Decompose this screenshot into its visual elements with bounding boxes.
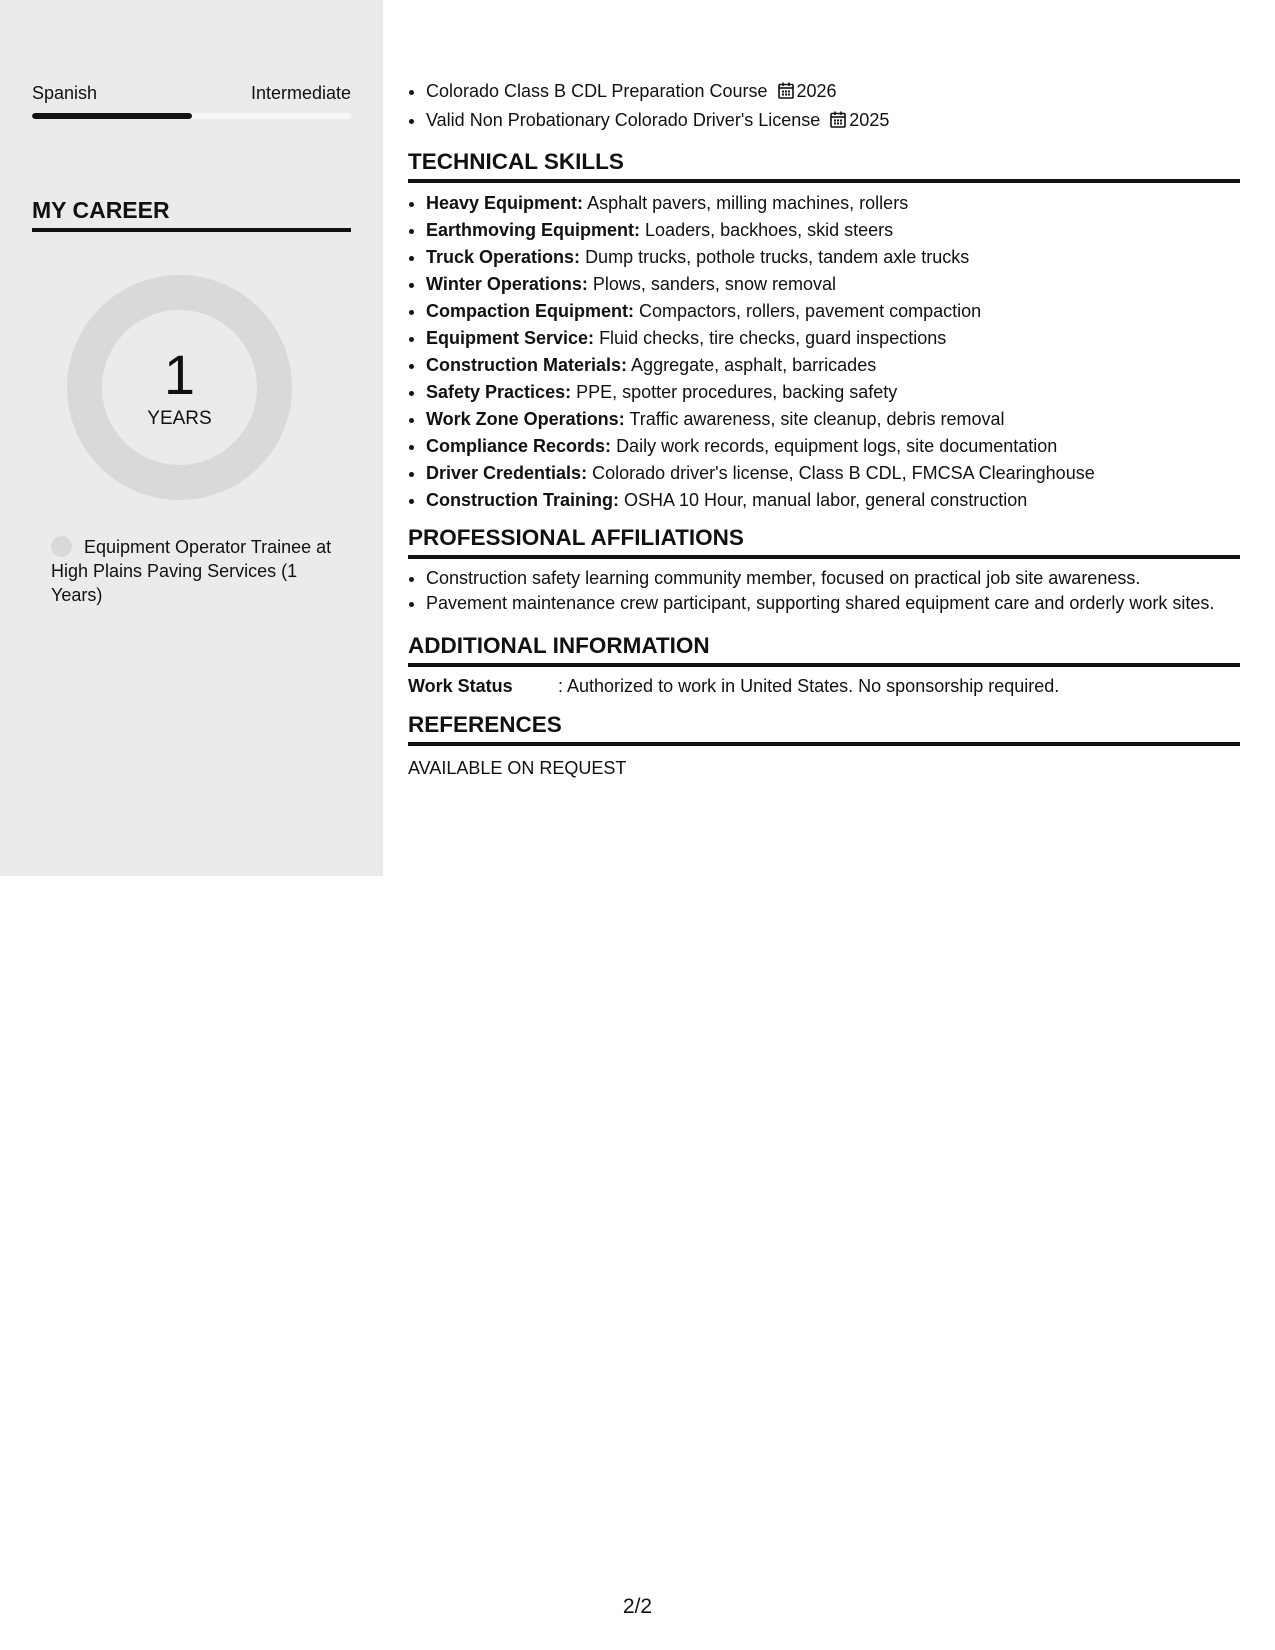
language-level: Intermediate <box>250 83 351 103</box>
list-item <box>426 460 1240 487</box>
list-item <box>426 244 1240 271</box>
list-item <box>426 217 1240 244</box>
license-name: Valid Non Probationary Colorado Driver's License <box>426 110 821 130</box>
skill-label: Safety Practices: <box>426 382 572 402</box>
skill-text: Compactors, rollers, pavement compaction <box>639 301 982 321</box>
list-item: • Construction safety learning community member, focused on practical job site awareness. <box>426 566 1240 591</box>
language-row <box>32 81 351 105</box>
list-item <box>426 190 1240 217</box>
list-item <box>426 487 1240 514</box>
career-dot-icon <box>51 536 72 557</box>
skill-text: Aggregate, asphalt, barricades <box>631 355 877 375</box>
skill-label: Truck Operations: <box>426 247 581 267</box>
list-item <box>426 379 1240 406</box>
skill-label: Heavy Equipment: <box>426 193 584 213</box>
skill-label: Construction Materials: <box>426 355 628 375</box>
calendar-icon <box>830 109 846 136</box>
language-proficiency-bar <box>32 113 351 119</box>
main-content <box>408 78 1240 780</box>
skill-text: Plows, sanders, snow removal <box>592 274 836 294</box>
list-item <box>426 352 1240 379</box>
calendar-icon <box>778 80 794 107</box>
technical-skills-list <box>408 190 1240 514</box>
skill-label: Equipment Service: <box>426 328 595 348</box>
skill-label: Compaction Equipment: <box>426 301 634 321</box>
skill-label: Driver Credentials: <box>426 463 588 483</box>
list-item <box>426 107 1240 136</box>
license-year: 2025 <box>849 110 890 130</box>
skill-label: Construction Training: <box>426 490 619 510</box>
skill-text: OSHA 10 Hour, manual labor, general construction <box>624 490 1028 510</box>
list-item: • Pavement maintenance crew participant, supporting shared equipment care and orderly work sites. <box>426 591 1240 616</box>
license-list <box>408 78 1240 136</box>
skill-label: Earthmoving Equipment: <box>426 220 641 240</box>
sidebar <box>0 0 383 876</box>
affiliations-heading: PROFESSIONAL AFFILIATIONS <box>408 524 1240 559</box>
affiliations-list <box>408 566 1240 616</box>
skill-text: Colorado driver's license, Class B CDL, FMCSA Clearinghouse <box>592 463 1095 483</box>
skill-text: Dump trucks, pothole trucks, tandem axle trucks <box>585 247 970 267</box>
work-status-label: Work Status <box>408 676 513 696</box>
work-status-value: : Authorized to work in United States. No sponsorship required. <box>558 676 1060 696</box>
references-heading: REFERENCES <box>408 711 1240 746</box>
list-item <box>426 271 1240 298</box>
skill-text: Traffic awareness, site cleanup, debris removal <box>629 409 1005 429</box>
skill-text: PPE, spotter procedures, backing safety <box>576 382 898 402</box>
career-item-text: Equipment Operator Trainee at High Plains Paving Services (1 Years) <box>51 537 332 605</box>
license-name: Colorado Class B CDL Preparation Course <box>426 81 768 101</box>
career-years-unit: YEARS <box>147 408 212 429</box>
list-item <box>426 78 1240 107</box>
list-item <box>426 433 1240 460</box>
references-text: AVAILABLE ON REQUEST <box>408 758 627 778</box>
additional-info-heading: ADDITIONAL INFORMATION <box>408 632 1240 667</box>
license-year: 2026 <box>796 81 837 101</box>
technical-skills-heading: TECHNICAL SKILLS <box>408 148 1240 183</box>
skill-text: Loaders, backhoes, skid steers <box>645 220 894 240</box>
page-number: 2/2 <box>622 1595 653 1618</box>
career-item <box>51 535 341 607</box>
career-years-number: 1 <box>163 343 196 406</box>
list-item <box>426 325 1240 352</box>
language-proficiency-fill <box>32 113 192 119</box>
language-name: Spanish <box>32 83 98 103</box>
skill-label: Work Zone Operations: <box>426 409 625 429</box>
skill-text: Asphalt pavers, milling machines, rollers <box>587 193 909 213</box>
career-heading: MY CAREER <box>32 196 351 232</box>
list-item <box>426 406 1240 433</box>
skill-text: Fluid checks, tire checks, guard inspections <box>599 328 947 348</box>
skill-label: Compliance Records: <box>426 436 612 456</box>
work-status-row <box>408 674 1240 698</box>
skill-label: Winter Operations: <box>426 274 588 294</box>
skill-text: Daily work records, equipment logs, site documentation <box>616 436 1058 456</box>
career-years-ring <box>67 275 292 500</box>
list-item <box>426 298 1240 325</box>
